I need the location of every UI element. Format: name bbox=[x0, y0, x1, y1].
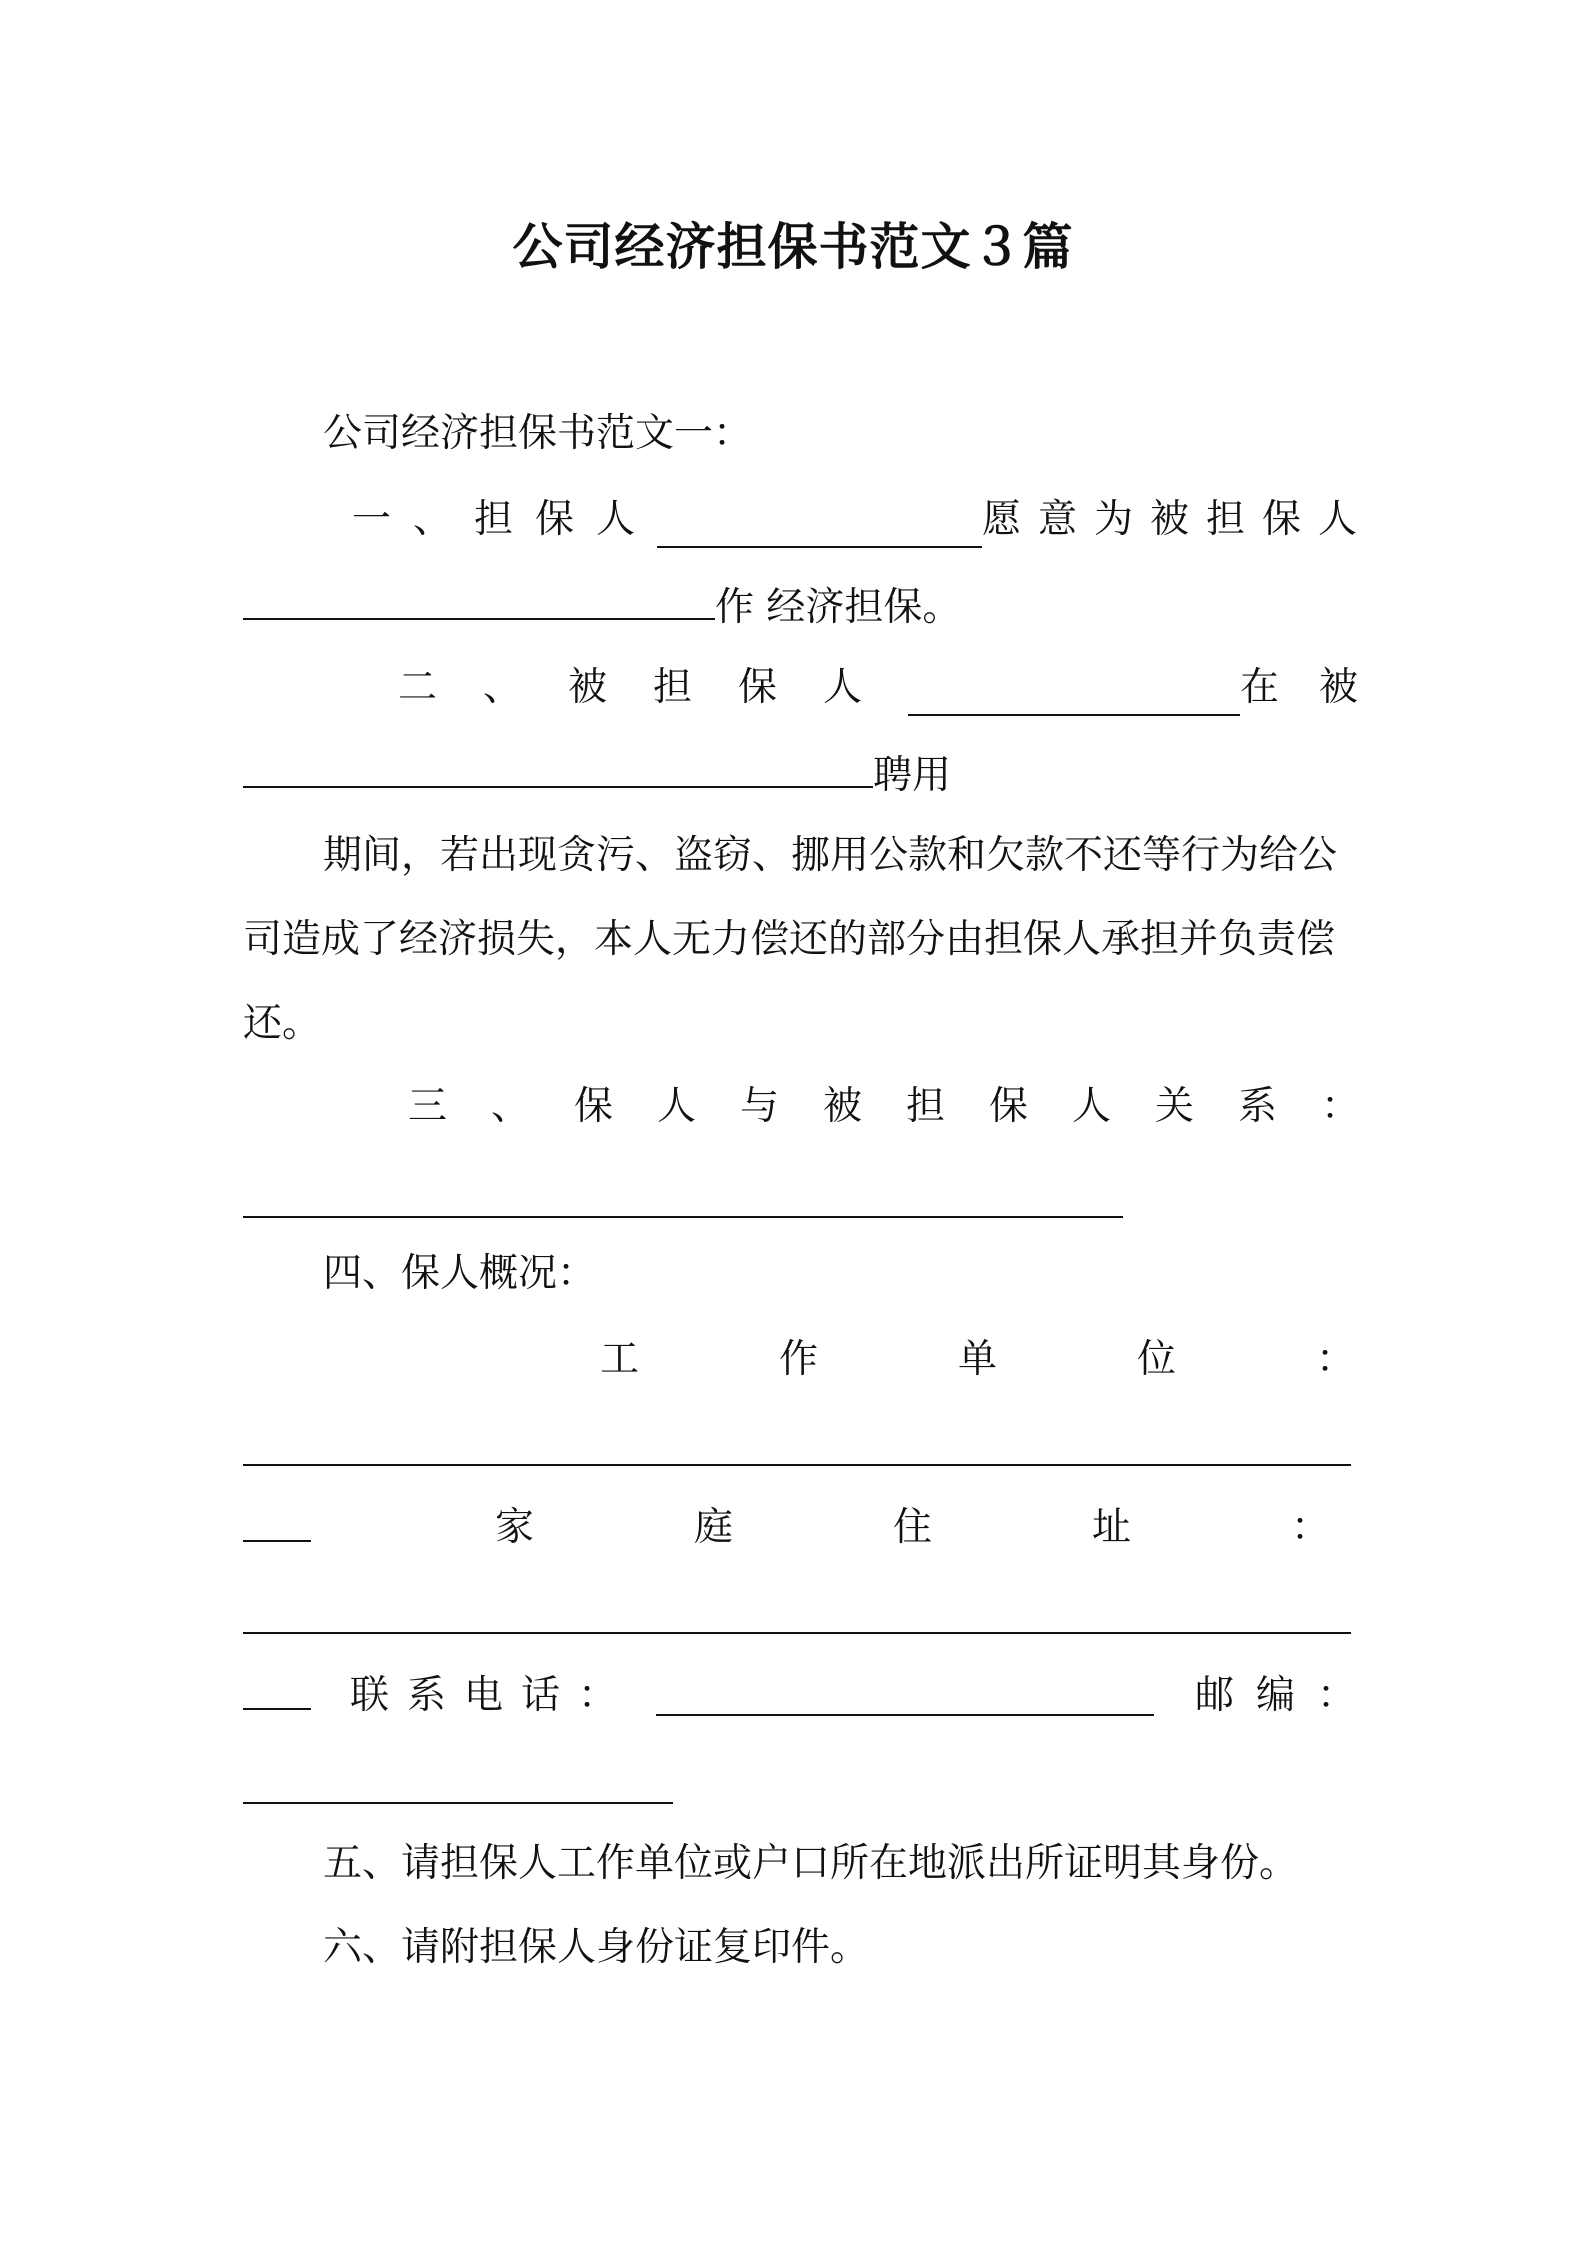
home-address-label: 家庭住址： bbox=[495, 1505, 1491, 1550]
relationship-blank bbox=[243, 1216, 1123, 1218]
home-address-blank bbox=[243, 1632, 1351, 1634]
postcode-label: 邮编： bbox=[1195, 1673, 1379, 1718]
work-unit-blank bbox=[243, 1464, 1351, 1466]
item1-line2 bbox=[243, 578, 961, 636]
item2-line2 bbox=[243, 746, 951, 804]
item3-label: 三、保人与被担保人关系： bbox=[408, 1084, 1405, 1129]
item2-part1: 二、被担保人 bbox=[398, 665, 909, 710]
phone-row bbox=[243, 1668, 311, 1726]
guarantor-blank bbox=[657, 506, 982, 548]
item2-paragraph-line3: 还。 bbox=[243, 1001, 322, 1046]
item1-line1 bbox=[352, 492, 1374, 548]
item1-part3: 作 经济担保。 bbox=[715, 585, 962, 630]
work-unit-label: 工作单位： bbox=[600, 1337, 1496, 1382]
item1-part2: 愿意为被担保人 bbox=[981, 497, 1374, 542]
phone-blank bbox=[656, 1714, 1154, 1716]
item2-line1 bbox=[398, 660, 1398, 716]
home-address-blank-tail bbox=[243, 1668, 311, 1710]
item2-part3: 聘用 bbox=[873, 753, 952, 798]
item6: 六、请附担保人身份证复印件。 bbox=[323, 1925, 870, 1970]
item5: 五、请担保人工作单位或户口所在地派出所证明其身份。 bbox=[323, 1841, 1299, 1886]
document-title: 公司经济担保书范文３篇 bbox=[512, 218, 1074, 276]
work-unit-blank-tail bbox=[243, 1500, 311, 1542]
section-heading: 公司经济担保书范文一： bbox=[323, 411, 753, 456]
item2-paragraph-line1: 期间，若出现贪污、盗窃、挪用公款和欠款不还等行为给公 bbox=[323, 833, 1338, 878]
item4-label: 四、保人概况： bbox=[323, 1251, 597, 1296]
phone-label: 联系电话： bbox=[350, 1673, 636, 1718]
employer-blank bbox=[243, 746, 873, 788]
item2-paragraph-line2: 司造成了经济损失，本人无力偿还的部分由担保人承担并负责偿 bbox=[243, 917, 1336, 962]
guaranteed-name-blank bbox=[908, 674, 1240, 716]
home-address-row bbox=[243, 1500, 311, 1558]
guaranteed-person-blank bbox=[243, 578, 715, 620]
postcode-blank bbox=[243, 1802, 673, 1804]
item2-part2: 在被 bbox=[1239, 665, 1398, 710]
item1-part1: 一、担保人 bbox=[352, 497, 658, 542]
